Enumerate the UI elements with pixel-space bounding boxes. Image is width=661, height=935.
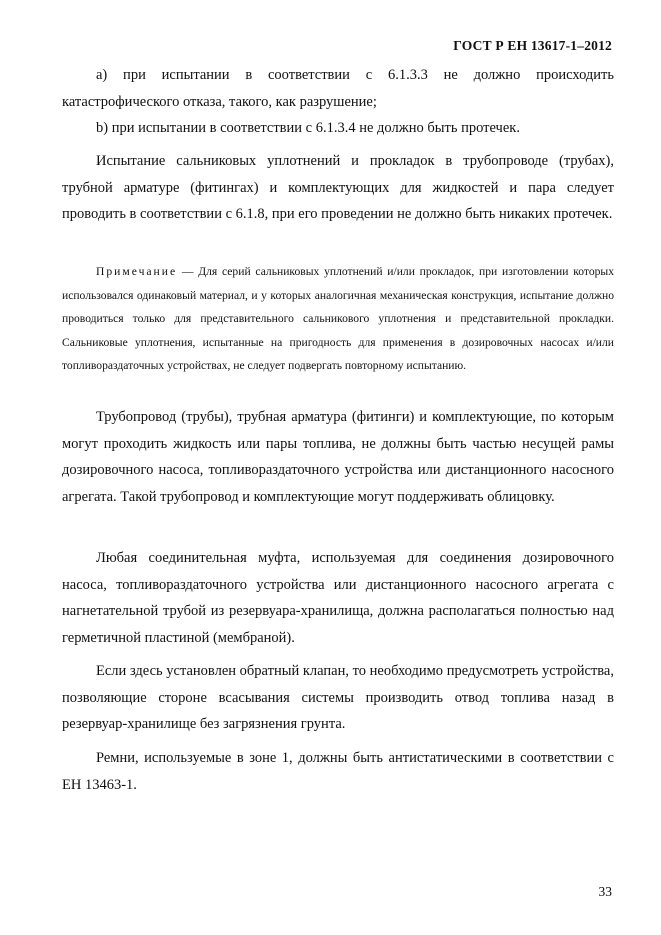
section-pipework xyxy=(62,404,614,510)
list-item-a xyxy=(62,62,614,115)
section-belts xyxy=(62,745,614,798)
document-header: ГОСТ Р ЕН 13617-1–2012 xyxy=(453,38,612,53)
note-label: Примечание xyxy=(96,265,178,278)
paragraph-coupling: Любая соединительная муфта, используемая для соединения дозировочного насоса, топливораздаточного устройства или дистанционного насосного агрегата с нагнетательной трубой из резервуара-хранилища, должна располагаться полностью над герметичной пластиной (мембраной). xyxy=(62,550,614,646)
note-paragraph xyxy=(62,260,614,378)
note-text: — Для серий сальниковых уплотнений и/или прокладок, при изготовлении которых использовался одинаковый материал, и у которых аналогичная механическая конструкция, испытание должно проводиться только для представительного сальникового уплотнения и представительной прокладки. Сальниковые уплотнения, испытанные на пригодность для применения в дозировочных насосах и/или топливораздаточных устройствах, не следует подвергать повторному испытанию. xyxy=(62,265,614,372)
section-check-valve xyxy=(62,658,614,738)
section-gaskets xyxy=(62,148,614,228)
paragraph-check-valve: Если здесь установлен обратный клапан, то необходимо предусмотреть устройства, позволяющие стороне всасывания системы производить отвод топлива назад в резервуар-хранилище без загрязнения грунта. xyxy=(62,663,614,732)
paragraph-gasket-testing: Испытание сальниковых уплотнений и прокладок в трубопроводе (трубах), трубной арматуре (фитингах) и комплектующих для жидкостей и пара следует проводить в соответствии с 6.1.8, при его проведении не должно быть никаких протечек. xyxy=(62,153,614,222)
paragraph-item-b: b) при испытании в соответствии с 6.1.3.4 не должно быть протечек. xyxy=(96,120,520,136)
paragraph-item-a: а) при испытании в соответствии с 6.1.3.3 не должно происходить катастрофического отказа, такого, как разрушение; xyxy=(62,67,614,110)
paragraph-belts: Ремни, используемые в зоне 1, должны быть антистатическими в соответствии с ЕН 13463-1. xyxy=(62,750,614,793)
list-item-b xyxy=(62,115,614,142)
note-block xyxy=(62,260,614,378)
section-coupling xyxy=(62,545,614,651)
page-number: 33 xyxy=(598,884,612,899)
paragraph-pipework: Трубопровод (трубы), трубная арматура (фитинги) и комплектующие, по которым могут проходить жидкость или пары топлива, не должны быть частью несущей рамы дозировочного насоса, топливораздаточного устройства или дистанционного насосного агрегата. Такой трубопровод и комплектующие могут поддерживать облицовку. xyxy=(62,409,614,505)
